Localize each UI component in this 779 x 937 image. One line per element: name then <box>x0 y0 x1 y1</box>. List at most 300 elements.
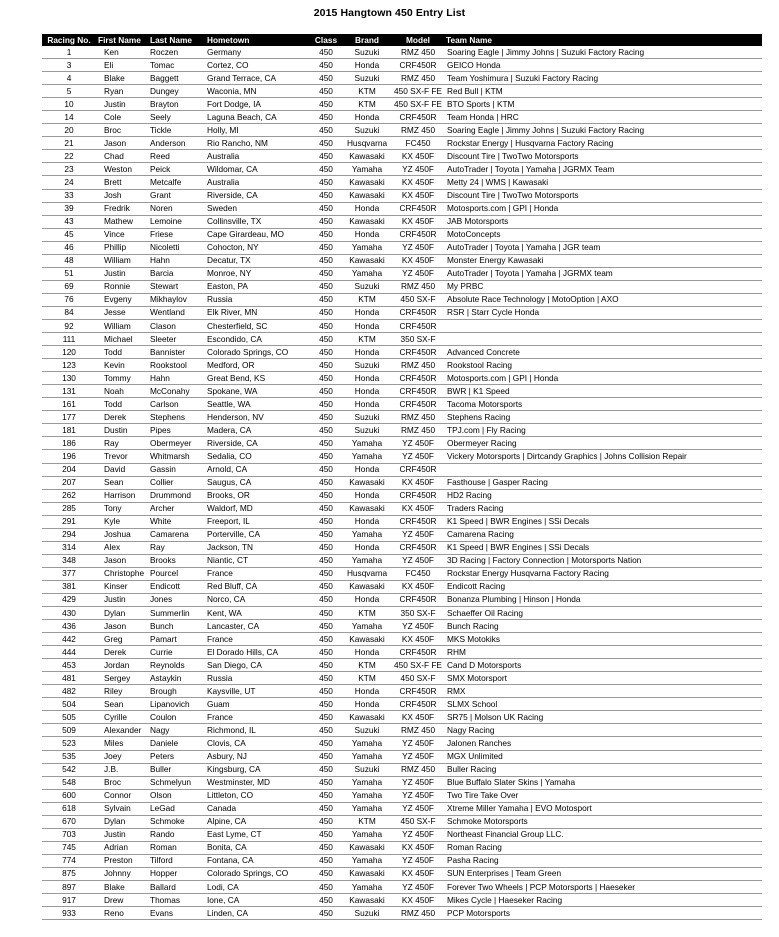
table-row <box>42 424 762 437</box>
first-name-cell: Ryan <box>96 85 148 98</box>
first-name-cell: Preston <box>96 854 148 867</box>
team-name-cell: Team Honda | HRC <box>444 111 762 124</box>
class-cell: 450 <box>310 724 342 737</box>
team-name-cell <box>444 319 762 332</box>
page-title: 2015 Hangtown 450 Entry List <box>313 7 466 19</box>
model-cell: CRF450R <box>392 346 444 359</box>
brand-cell: Yamaha <box>342 267 392 280</box>
table-row <box>42 828 762 841</box>
model-cell: CRF450R <box>392 646 444 659</box>
last-name-cell: McConahy <box>148 385 205 398</box>
model-cell: YZ 450F <box>392 776 444 789</box>
team-name-cell: HD2 Racing <box>444 489 762 502</box>
team-name-cell: Motosports.com | GPI | Honda <box>444 202 762 215</box>
team-name-cell <box>444 463 762 476</box>
model-cell: YZ 450F <box>392 802 444 815</box>
racing-no-cell: 14 <box>42 111 96 124</box>
hometown-cell: Decatur, TX <box>205 254 310 267</box>
hometown-cell: Grand Terrace, CA <box>205 72 310 85</box>
hometown-cell: Niantic, CT <box>205 554 310 567</box>
first-name-cell: Dustin <box>96 424 148 437</box>
team-name-cell: Metty 24 | WMS | Kawasaki <box>444 176 762 189</box>
brand-cell: Honda <box>342 515 392 528</box>
table-row <box>42 646 762 659</box>
team-name-cell: Absolute Race Technology | MotoOption | AXO <box>444 293 762 306</box>
table-row <box>42 72 762 85</box>
team-name-cell: Obermeyer Racing <box>444 437 762 450</box>
table-row <box>42 46 762 59</box>
class-cell: 450 <box>310 659 342 672</box>
hometown-cell: Medford, OR <box>205 359 310 372</box>
first-name-cell: Ronnie <box>96 280 148 293</box>
brand-cell: Honda <box>342 228 392 241</box>
first-name-cell: Brett <box>96 176 148 189</box>
model-cell: KX 450F <box>392 580 444 593</box>
last-name-cell: Nicoletti <box>148 241 205 254</box>
racing-no-cell: 21 <box>42 137 96 150</box>
class-cell: 450 <box>310 189 342 202</box>
first-name-cell: Ken <box>96 46 148 59</box>
last-name-cell: Carlson <box>148 398 205 411</box>
last-name-cell: Schmoke <box>148 815 205 828</box>
first-name-cell: Riley <box>96 685 148 698</box>
table-row <box>42 189 762 202</box>
hometown-cell: Seattle, WA <box>205 398 310 411</box>
hometown-cell: Escondido, CA <box>205 333 310 346</box>
last-name-cell: Sleeter <box>148 333 205 346</box>
table-row <box>42 215 762 228</box>
first-name-cell: Derek <box>96 646 148 659</box>
brand-cell: KTM <box>342 98 392 111</box>
table-row <box>42 489 762 502</box>
team-name-cell: Bunch Racing <box>444 620 762 633</box>
table-row <box>42 98 762 111</box>
hometown-cell: Brooks, OR <box>205 489 310 502</box>
first-name-cell: Broc <box>96 124 148 137</box>
first-name-cell: Connor <box>96 789 148 802</box>
last-name-cell: Brough <box>148 685 205 698</box>
class-cell: 450 <box>310 841 342 854</box>
first-name-cell: Jesse <box>96 306 148 319</box>
class-cell: 450 <box>310 241 342 254</box>
header-row <box>42 34 762 46</box>
model-cell: CRF450R <box>392 385 444 398</box>
entry-table <box>42 34 762 920</box>
racing-no-cell: 535 <box>42 750 96 763</box>
first-name-cell: Justin <box>96 98 148 111</box>
racing-no-cell: 111 <box>42 333 96 346</box>
class-cell: 450 <box>310 176 342 189</box>
class-cell: 450 <box>310 59 342 72</box>
racing-no-cell: 207 <box>42 476 96 489</box>
table-row <box>42 763 762 776</box>
class-cell: 450 <box>310 72 342 85</box>
racing-no-cell: 4 <box>42 72 96 85</box>
hometown-cell: Monroe, NY <box>205 267 310 280</box>
team-name-cell: Fasthouse | Gasper Racing <box>444 476 762 489</box>
hometown-cell: Clovis, CA <box>205 737 310 750</box>
table-row <box>42 541 762 554</box>
hometown-cell: Holly, MI <box>205 124 310 137</box>
racing-no-cell: 294 <box>42 528 96 541</box>
first-name-cell: Chad <box>96 150 148 163</box>
hometown-cell: Saugus, CA <box>205 476 310 489</box>
last-name-cell: Reed <box>148 150 205 163</box>
class-cell: 450 <box>310 346 342 359</box>
brand-cell: Yamaha <box>342 437 392 450</box>
class-cell: 450 <box>310 554 342 567</box>
first-name-cell: David <box>96 463 148 476</box>
last-name-cell: Baggett <box>148 72 205 85</box>
first-name-cell: Josh <box>96 189 148 202</box>
hometown-cell: Riverside, CA <box>205 189 310 202</box>
last-name-cell: Currie <box>148 646 205 659</box>
brand-cell: Honda <box>342 385 392 398</box>
team-name-cell: Roman Racing <box>444 841 762 854</box>
header-racing-no: Racing No. <box>42 34 96 46</box>
class-cell: 450 <box>310 815 342 828</box>
hometown-cell: France <box>205 633 310 646</box>
first-name-cell: Tony <box>96 502 148 515</box>
brand-cell: Honda <box>342 306 392 319</box>
last-name-cell: Tickle <box>148 124 205 137</box>
class-cell: 450 <box>310 463 342 476</box>
team-name-cell: Monster Energy Kawasaki <box>444 254 762 267</box>
class-cell: 450 <box>310 267 342 280</box>
table-row <box>42 319 762 332</box>
racing-no-cell: 933 <box>42 907 96 920</box>
table-row <box>42 411 762 424</box>
hometown-cell: Chesterfield, SC <box>205 319 310 332</box>
team-name-cell: BTO Sports | KTM <box>444 98 762 111</box>
class-cell: 450 <box>310 633 342 646</box>
model-cell: RMZ 450 <box>392 424 444 437</box>
hometown-cell: Westminster, MD <box>205 776 310 789</box>
hometown-cell: Alpine, CA <box>205 815 310 828</box>
last-name-cell: Olson <box>148 789 205 802</box>
model-cell: KX 450F <box>392 254 444 267</box>
table-row <box>42 254 762 267</box>
class-cell: 450 <box>310 711 342 724</box>
first-name-cell: Mathew <box>96 215 148 228</box>
table-row <box>42 346 762 359</box>
brand-cell: Kawasaki <box>342 841 392 854</box>
class-cell: 450 <box>310 437 342 450</box>
first-name-cell: Blake <box>96 72 148 85</box>
team-name-cell: My PRBC <box>444 280 762 293</box>
brand-cell: Yamaha <box>342 854 392 867</box>
model-cell: RMZ 450 <box>392 724 444 737</box>
class-cell: 450 <box>310 698 342 711</box>
model-cell: CRF450R <box>392 463 444 476</box>
table-row <box>42 85 762 98</box>
last-name-cell: Thomas <box>148 894 205 907</box>
table-row <box>42 580 762 593</box>
last-name-cell: Brooks <box>148 554 205 567</box>
racing-no-cell: 69 <box>42 280 96 293</box>
hometown-cell: France <box>205 567 310 580</box>
model-cell: RMZ 450 <box>392 72 444 85</box>
model-cell: 450 SX-F <box>392 672 444 685</box>
team-name-cell: K1 Speed | BWR Engines | SSi Decals <box>444 541 762 554</box>
last-name-cell: Stephens <box>148 411 205 424</box>
table-row <box>42 894 762 907</box>
team-name-cell: Team Yoshimura | Suzuki Factory Racing <box>444 72 762 85</box>
header-hometown: Hometown <box>205 34 310 46</box>
table-row <box>42 620 762 633</box>
hometown-cell: Spokane, WA <box>205 385 310 398</box>
team-name-cell: SMX Motorsport <box>444 672 762 685</box>
first-name-cell: Kevin <box>96 359 148 372</box>
model-cell: KX 450F <box>392 711 444 724</box>
hometown-cell: Cohocton, NY <box>205 241 310 254</box>
table-row <box>42 137 762 150</box>
hometown-cell: Collinsville, TX <box>205 215 310 228</box>
brand-cell: Suzuki <box>342 359 392 372</box>
first-name-cell: Jason <box>96 554 148 567</box>
racing-no-cell: 444 <box>42 646 96 659</box>
model-cell: KX 450F <box>392 894 444 907</box>
first-name-cell: Sean <box>96 698 148 711</box>
racing-no-cell: 45 <box>42 228 96 241</box>
first-name-cell: Adrian <box>96 841 148 854</box>
last-name-cell: Hopper <box>148 867 205 880</box>
first-name-cell: William <box>96 254 148 267</box>
last-name-cell: Rookstool <box>148 359 205 372</box>
hometown-cell: Australia <box>205 176 310 189</box>
model-cell: CRF450R <box>392 372 444 385</box>
first-name-cell: Harrison <box>96 489 148 502</box>
hometown-cell: Rio Rancho, NM <box>205 137 310 150</box>
header-first-name: First Name <box>96 34 148 46</box>
class-cell: 450 <box>310 802 342 815</box>
racing-no-cell: 429 <box>42 593 96 606</box>
team-name-cell: Mikes Cycle | Haeseker Racing <box>444 894 762 907</box>
brand-cell: Honda <box>342 541 392 554</box>
brand-cell: Honda <box>342 646 392 659</box>
first-name-cell: Weston <box>96 163 148 176</box>
team-name-cell: K1 Speed | BWR Engines | SSi Decals <box>444 515 762 528</box>
hometown-cell: Russia <box>205 293 310 306</box>
racing-no-cell: 39 <box>42 202 96 215</box>
last-name-cell: Mikhaylov <box>148 293 205 306</box>
hometown-cell: Elk River, MN <box>205 306 310 319</box>
model-cell: RMZ 450 <box>392 411 444 424</box>
table-row <box>42 711 762 724</box>
first-name-cell: Michael <box>96 333 148 346</box>
model-cell: YZ 450F <box>392 554 444 567</box>
class-cell: 450 <box>310 319 342 332</box>
racing-no-cell: 84 <box>42 306 96 319</box>
model-cell: CRF450R <box>392 515 444 528</box>
racing-no-cell: 430 <box>42 607 96 620</box>
racing-no-cell: 131 <box>42 385 96 398</box>
racing-no-cell: 24 <box>42 176 96 189</box>
model-cell: CRF450R <box>392 541 444 554</box>
last-name-cell: Pamart <box>148 633 205 646</box>
class-cell: 450 <box>310 737 342 750</box>
class-cell: 450 <box>310 541 342 554</box>
racing-no-cell: 76 <box>42 293 96 306</box>
class-cell: 450 <box>310 85 342 98</box>
first-name-cell: Jordan <box>96 659 148 672</box>
table-row <box>42 724 762 737</box>
racing-no-cell: 10 <box>42 98 96 111</box>
last-name-cell: Lemoine <box>148 215 205 228</box>
table-row <box>42 698 762 711</box>
first-name-cell: Sean <box>96 476 148 489</box>
racing-no-cell: 181 <box>42 424 96 437</box>
brand-cell: Suzuki <box>342 724 392 737</box>
class-cell: 450 <box>310 137 342 150</box>
first-name-cell: Joey <box>96 750 148 763</box>
racing-no-cell: 774 <box>42 854 96 867</box>
last-name-cell: Pourcel <box>148 567 205 580</box>
team-name-cell: Traders Racing <box>444 502 762 515</box>
team-name-cell: RSR | Starr Cycle Honda <box>444 306 762 319</box>
first-name-cell: Johnny <box>96 867 148 880</box>
class-cell: 450 <box>310 228 342 241</box>
hometown-cell: Great Bend, KS <box>205 372 310 385</box>
class-cell: 450 <box>310 124 342 137</box>
team-name-cell: Soaring Eagle | Jimmy Johns | Suzuki Factory Racing <box>444 124 762 137</box>
table-row <box>42 867 762 880</box>
model-cell: RMZ 450 <box>392 124 444 137</box>
team-name-cell: SR75 | Molson UK Racing <box>444 711 762 724</box>
team-name-cell: Bonanza Plumbing | Hinson | Honda <box>444 593 762 606</box>
brand-cell: Kawasaki <box>342 189 392 202</box>
last-name-cell: Summerlin <box>148 607 205 620</box>
class-cell: 450 <box>310 385 342 398</box>
hometown-cell: Guam <box>205 698 310 711</box>
last-name-cell: Whitmarsh <box>148 450 205 463</box>
model-cell: KX 450F <box>392 633 444 646</box>
brand-cell: Honda <box>342 111 392 124</box>
brand-cell: Kawasaki <box>342 215 392 228</box>
hometown-cell: Cape Girardeau, MO <box>205 228 310 241</box>
first-name-cell: Tommy <box>96 372 148 385</box>
class-cell: 450 <box>310 593 342 606</box>
model-cell: KX 450F <box>392 502 444 515</box>
first-name-cell: Kyle <box>96 515 148 528</box>
hometown-cell: Kent, WA <box>205 607 310 620</box>
class-cell: 450 <box>310 881 342 894</box>
table-row <box>42 554 762 567</box>
first-name-cell: Dylan <box>96 815 148 828</box>
racing-no-cell: 291 <box>42 515 96 528</box>
hometown-cell: Kingsburg, CA <box>205 763 310 776</box>
first-name-cell: Ray <box>96 437 148 450</box>
hometown-cell: Henderson, NV <box>205 411 310 424</box>
last-name-cell: Evans <box>148 907 205 920</box>
brand-cell: Honda <box>342 463 392 476</box>
last-name-cell: Friese <box>148 228 205 241</box>
table-row <box>42 841 762 854</box>
brand-cell: Kawasaki <box>342 894 392 907</box>
brand-cell: Honda <box>342 698 392 711</box>
table-row <box>42 111 762 124</box>
hometown-cell: Madera, CA <box>205 424 310 437</box>
last-name-cell: Wentland <box>148 306 205 319</box>
table-row <box>42 59 762 72</box>
class-cell: 450 <box>310 489 342 502</box>
table-row <box>42 372 762 385</box>
team-name-cell: GEICO Honda <box>444 59 762 72</box>
last-name-cell: Grant <box>148 189 205 202</box>
last-name-cell: Seely <box>148 111 205 124</box>
first-name-cell: Phillip <box>96 241 148 254</box>
brand-cell: Honda <box>342 372 392 385</box>
brand-cell: Kawasaki <box>342 176 392 189</box>
racing-no-cell: 481 <box>42 672 96 685</box>
first-name-cell: Alex <box>96 541 148 554</box>
model-cell: CRF450R <box>392 489 444 502</box>
table-row <box>42 789 762 802</box>
racing-no-cell: 542 <box>42 763 96 776</box>
team-name-cell: PCP Motorsports <box>444 907 762 920</box>
last-name-cell: Clason <box>148 319 205 332</box>
first-name-cell: Joshua <box>96 528 148 541</box>
team-name-cell: JAB Motorsports <box>444 215 762 228</box>
class-cell: 450 <box>310 672 342 685</box>
racing-no-cell: 348 <box>42 554 96 567</box>
racing-no-cell: 22 <box>42 150 96 163</box>
hometown-cell: San Diego, CA <box>205 659 310 672</box>
model-cell: YZ 450F <box>392 620 444 633</box>
model-cell: RMZ 450 <box>392 46 444 59</box>
class-cell: 450 <box>310 372 342 385</box>
hometown-cell: Fort Dodge, IA <box>205 98 310 111</box>
table-row <box>42 306 762 319</box>
table-header <box>42 34 762 46</box>
first-name-cell: Justin <box>96 593 148 606</box>
class-cell: 450 <box>310 411 342 424</box>
racing-no-cell: 46 <box>42 241 96 254</box>
model-cell: YZ 450F <box>392 450 444 463</box>
team-name-cell: Buller Racing <box>444 763 762 776</box>
hometown-cell: Norco, CA <box>205 593 310 606</box>
brand-cell: Kawasaki <box>342 711 392 724</box>
racing-no-cell: 285 <box>42 502 96 515</box>
table-row <box>42 776 762 789</box>
class-cell: 450 <box>310 646 342 659</box>
hometown-cell: Porterville, CA <box>205 528 310 541</box>
hometown-cell: Colorado Springs, CO <box>205 867 310 880</box>
team-name-cell: Pasha Racing <box>444 854 762 867</box>
model-cell: YZ 450F <box>392 437 444 450</box>
brand-cell: Yamaha <box>342 554 392 567</box>
class-cell: 450 <box>310 894 342 907</box>
class-cell: 450 <box>310 150 342 163</box>
last-name-cell: Buller <box>148 763 205 776</box>
last-name-cell: Lipanovich <box>148 698 205 711</box>
last-name-cell: Bunch <box>148 620 205 633</box>
team-name-cell: Rockstar Energy | Husqvarna Factory Racing <box>444 137 762 150</box>
brand-cell: Honda <box>342 685 392 698</box>
table-row <box>42 333 762 346</box>
class-cell: 450 <box>310 567 342 580</box>
class-cell: 450 <box>310 293 342 306</box>
hometown-cell: Jackson, TN <box>205 541 310 554</box>
class-cell: 450 <box>310 215 342 228</box>
model-cell: RMZ 450 <box>392 907 444 920</box>
table-row <box>42 502 762 515</box>
brand-cell: KTM <box>342 333 392 346</box>
team-name-cell: Blue Buffalo Slater Skins | Yamaha <box>444 776 762 789</box>
table-row <box>42 750 762 763</box>
team-name-cell: MKS Motokiks <box>444 633 762 646</box>
racing-no-cell: 436 <box>42 620 96 633</box>
